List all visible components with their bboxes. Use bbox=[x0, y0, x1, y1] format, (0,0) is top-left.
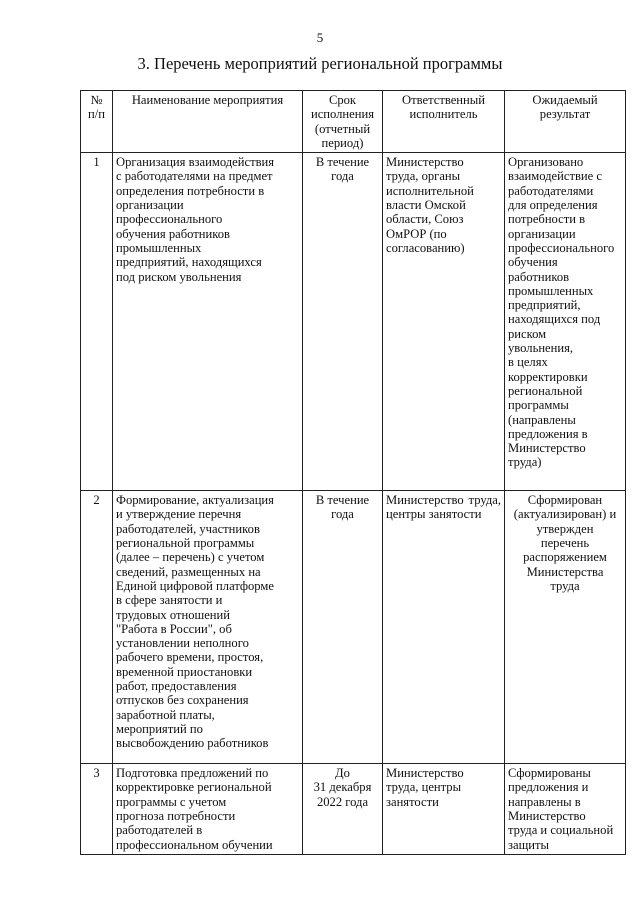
cell-term: До 31 декабря 2022 года bbox=[303, 764, 383, 855]
table-row bbox=[81, 764, 626, 855]
cell-num: 3 bbox=[81, 764, 113, 855]
cell-executor: Министерство труда, центры занятости bbox=[383, 764, 505, 855]
table-row bbox=[81, 153, 626, 491]
header-result: Ожидаемый результат bbox=[505, 91, 626, 153]
cell-term: В течение года bbox=[303, 153, 383, 491]
cell-executor: Министерство труда, органы исполнительной власти Омской области, Союз ОмРОР (по согласованию) bbox=[383, 153, 505, 491]
header-term: Срок исполнения (отчетный период) bbox=[303, 91, 383, 153]
cell-name: Организация взаимодействия с работодателями на предмет определения потребности в организации профессионального обучения работников промышленных предприятий, находящихся под риском увольнения bbox=[113, 153, 303, 491]
table-row bbox=[81, 491, 626, 764]
header-name: Наименование мероприятия bbox=[113, 91, 303, 153]
cell-result: Сформирован (актуализирован) и утвержден перечень распоряжением Министерства труда bbox=[505, 491, 626, 764]
cell-num: 1 bbox=[81, 153, 113, 491]
cell-name: Формирование, актуализация и утверждение перечня работодателей, участников региональной программы (далее – перечень) с учетом сведений, размещенных на Единой цифровой платформе в сфере занятости и трудовых отношений "Работа в России", об установлении неполного рабочего времени, простоя, временной приостановки работ, предоставления отпусков без сохранения заработной платы, мероприятий по высвобождению работников bbox=[113, 491, 303, 764]
table-header-row bbox=[81, 91, 626, 153]
cell-result: Организовано взаимодействие с работодателями для определения потребности в организации профессионального обучения работников промышленных предприятий, находящихся под риском увольнения, в целях корректировки региональной программы (направлены предложения в Министерство труда) bbox=[505, 153, 626, 491]
page-number: 5 bbox=[316, 30, 324, 45]
cell-term: В течение года bbox=[303, 491, 383, 764]
cell-num: 2 bbox=[81, 491, 113, 764]
section-title: 3. Перечень мероприятий региональной программы bbox=[137, 54, 503, 73]
cell-name: Подготовка предложений по корректировке региональной программы с учетом прогноза потребности работодателей в профессиональном обучении bbox=[113, 764, 303, 855]
header-executor: Ответственный исполнитель bbox=[383, 91, 505, 153]
header-num: № п/п bbox=[81, 91, 113, 153]
cell-result: Сформированы предложения и направлены в Министерство труда и социальной защиты bbox=[505, 764, 626, 855]
cell-executor: Министерство труда, центры занятости bbox=[383, 491, 505, 764]
measures-table bbox=[80, 90, 626, 855]
